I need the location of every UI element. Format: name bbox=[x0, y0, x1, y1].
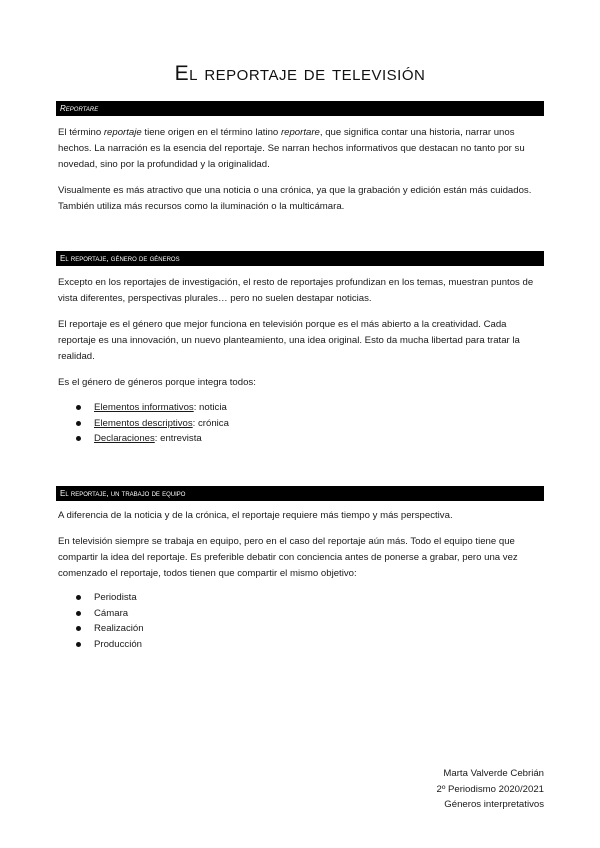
paragraph: El reportaje es el género que mejor funciona en televisión porque es el más abierto a la creatividad. Cada reportaje es una innovación, un nuevo planteamiento, una idea original. Esto da mucha libertad para tratar la realidad. bbox=[58, 319, 520, 362]
list-text: : noticia bbox=[193, 402, 227, 413]
text-run: El término bbox=[58, 127, 104, 138]
list-text: Realización bbox=[94, 623, 144, 634]
section-heading-equipo: El reportaje, un trabajo de equipo bbox=[56, 486, 544, 501]
section-heading-genero: El reportaje, género de géneros bbox=[56, 251, 544, 266]
bullet-icon bbox=[76, 611, 81, 616]
paragraph: Excepto en los reportajes de investigación, el resto de reportajes profundizan en los temas, muestran puntos de vista diferentes, perspectivas plurales… pero no suelen destapar noticias. bbox=[58, 277, 534, 304]
list-item bbox=[76, 416, 229, 432]
list-text: : crónica bbox=[192, 417, 229, 429]
bullet-icon bbox=[76, 642, 81, 647]
list-text: Periodista bbox=[94, 592, 137, 603]
list-item bbox=[76, 637, 144, 653]
paragraph: Visualmente es más atractivo que una noticia o una crónica, ya que la grabación y edición están más cuidados. También utiliza más recursos como la iluminación o la multicámara. bbox=[58, 185, 532, 212]
footer-author: Marta Valverde Cebrián bbox=[443, 768, 544, 779]
genre-list bbox=[76, 400, 229, 447]
document-title: El reportaje de televisión bbox=[174, 62, 426, 85]
paragraph: Es el género de géneros porque integra todos: bbox=[58, 377, 256, 388]
list-text: Producción bbox=[94, 638, 142, 650]
list-term: Elementos descriptivos bbox=[94, 417, 193, 429]
italic-term: reportare bbox=[280, 127, 320, 138]
section-heading-reportare: Reportare bbox=[56, 101, 544, 116]
paragraph: A diferencia de la noticia y de la crónica, el reportaje requiere más tiempo y más perspectiva. bbox=[58, 510, 453, 521]
list-item bbox=[76, 606, 144, 622]
bullet-icon bbox=[76, 421, 81, 426]
list-item bbox=[76, 400, 229, 416]
list-item bbox=[76, 431, 229, 447]
bullet-icon bbox=[76, 626, 81, 631]
footer-course: 2º Periodismo 2020/2021 bbox=[436, 783, 544, 795]
list-item bbox=[76, 621, 144, 637]
footer-subject: Géneros interpretativos bbox=[444, 799, 544, 810]
bullet-icon bbox=[76, 595, 81, 600]
list-text: Cámara bbox=[94, 607, 129, 619]
text-run: , que significa contar una historia, narrar unos hechos. La narración es la esencia del reportaje. Se narran hechos informativos que destacan no tanto por su novedad, sino por la profundidad y la originalidad. bbox=[58, 127, 525, 170]
list-text: : entrevista bbox=[154, 433, 202, 444]
bullet-icon bbox=[76, 436, 81, 441]
bullet-icon bbox=[76, 405, 81, 410]
list-term: Declaraciones bbox=[94, 433, 155, 444]
paragraph: En televisión siempre se trabaja en equipo, pero en el caso del reportaje aún más. Todo el equipo tiene que compartir la idea del reportaje. Es preferible debatir con conciencia antes de ponerse a grabar, pero una vez comenzado el reportaje, todos tienen que compartir el mismo objetivo: bbox=[58, 536, 518, 579]
text-run: tiene origen en el término latino bbox=[141, 127, 281, 138]
footer bbox=[436, 766, 544, 813]
team-list bbox=[76, 590, 144, 652]
italic-term: reportaje bbox=[103, 127, 142, 138]
list-term: Elementos informativos bbox=[94, 402, 194, 413]
list-item bbox=[76, 590, 144, 606]
paragraph bbox=[58, 125, 544, 173]
